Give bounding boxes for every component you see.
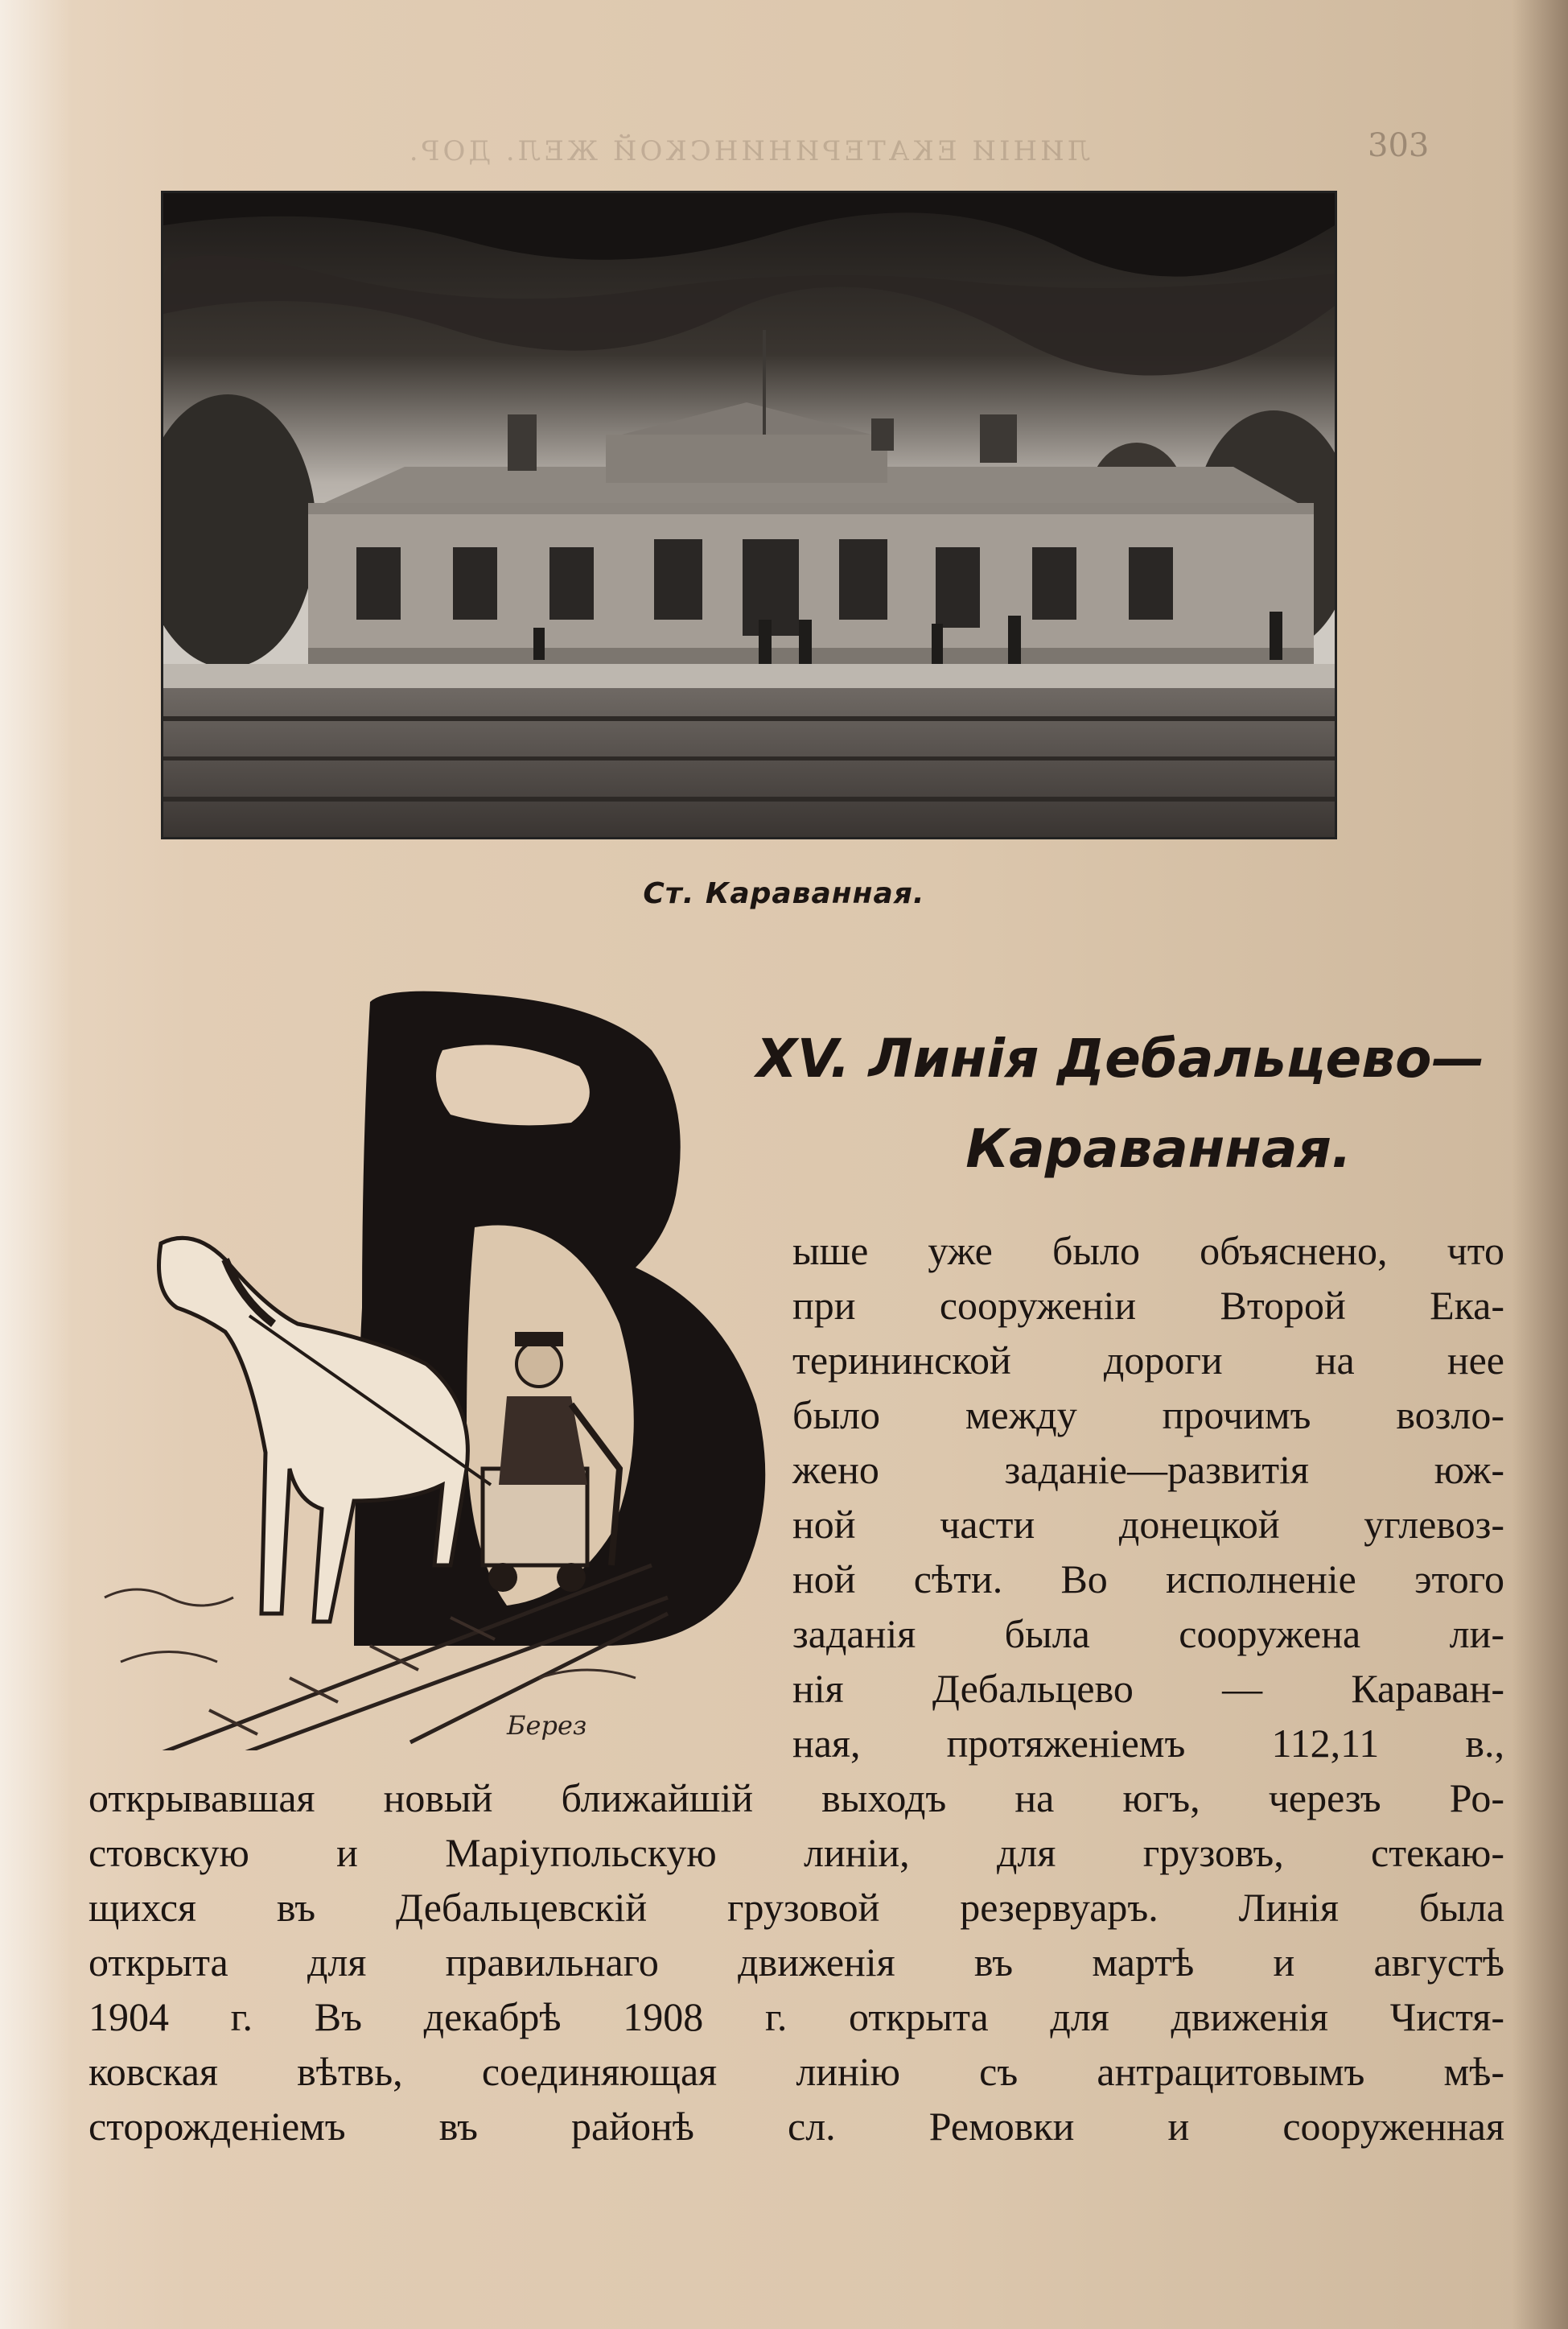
text-line: ковская вѣтвь, соединяющая линію съ антрацитовымъ мѣ- (88, 2049, 1504, 2094)
chapter-title-line-2: Караванная. (965, 1118, 1352, 1180)
running-head: ЛИНІИ ЕКАТЕРИНИНСКОЙ ЖЕЛ. ДОР. (405, 135, 1091, 167)
chapter-title-line-1: XV. Линія Дебальцево— (756, 1028, 1485, 1090)
initial-letter-illustration (88, 986, 788, 1750)
illustration-signature: Берез (507, 1710, 587, 1741)
page-number: 303 (1368, 127, 1430, 164)
body-text-narrow (792, 1223, 1504, 1770)
photo-caption: Ст. Караванная. (643, 877, 925, 910)
text-line: сторожденіемъ въ районѣ сл. Ремовки и сооруженная (88, 2104, 1504, 2149)
text-line: нія Дебальцево — Караван- (792, 1666, 1504, 1711)
text-line: жено заданіе—развитія юж- (792, 1447, 1504, 1492)
body-text-wide (88, 1770, 1504, 2154)
page-gutter-shadow (0, 0, 72, 2329)
text-line: щихся въ Дебальцевскій грузовой резервуаръ. Линія была (88, 1885, 1504, 1930)
text-line: ной сѣти. Во исполненіе этого (792, 1556, 1504, 1601)
chapter-title (756, 1014, 1485, 1194)
text-line: при сооруженіи Второй Ека- (792, 1283, 1504, 1328)
text-line: ная, протяженіемъ 112,11 в., (792, 1721, 1504, 1766)
text-line: 1904 г. Въ декабрѣ 1908 г. открыта для движенія Чистя- (88, 1994, 1504, 2039)
text-line: было между прочимъ возло- (792, 1392, 1504, 1437)
text-line: открыта для правильнаго движенія въ мартѣ и августѣ (88, 1939, 1504, 1985)
text-line: ыше уже было объяснено, что (792, 1228, 1504, 1273)
text-line: стовскую и Маріупольскую линіи, для грузовъ, стекаю- (88, 1830, 1504, 1875)
text-line: ной части донецкой углевоз- (792, 1502, 1504, 1547)
station-photo (163, 193, 1335, 837)
text-line: открывавшая новый ближайшій выходъ на югъ, черезъ Ро- (88, 1775, 1504, 1820)
text-line: заданія была сооружена ли- (792, 1611, 1504, 1656)
text-line: терининской дороги на нее (792, 1338, 1504, 1383)
page-edge-shadow (1512, 0, 1568, 2329)
